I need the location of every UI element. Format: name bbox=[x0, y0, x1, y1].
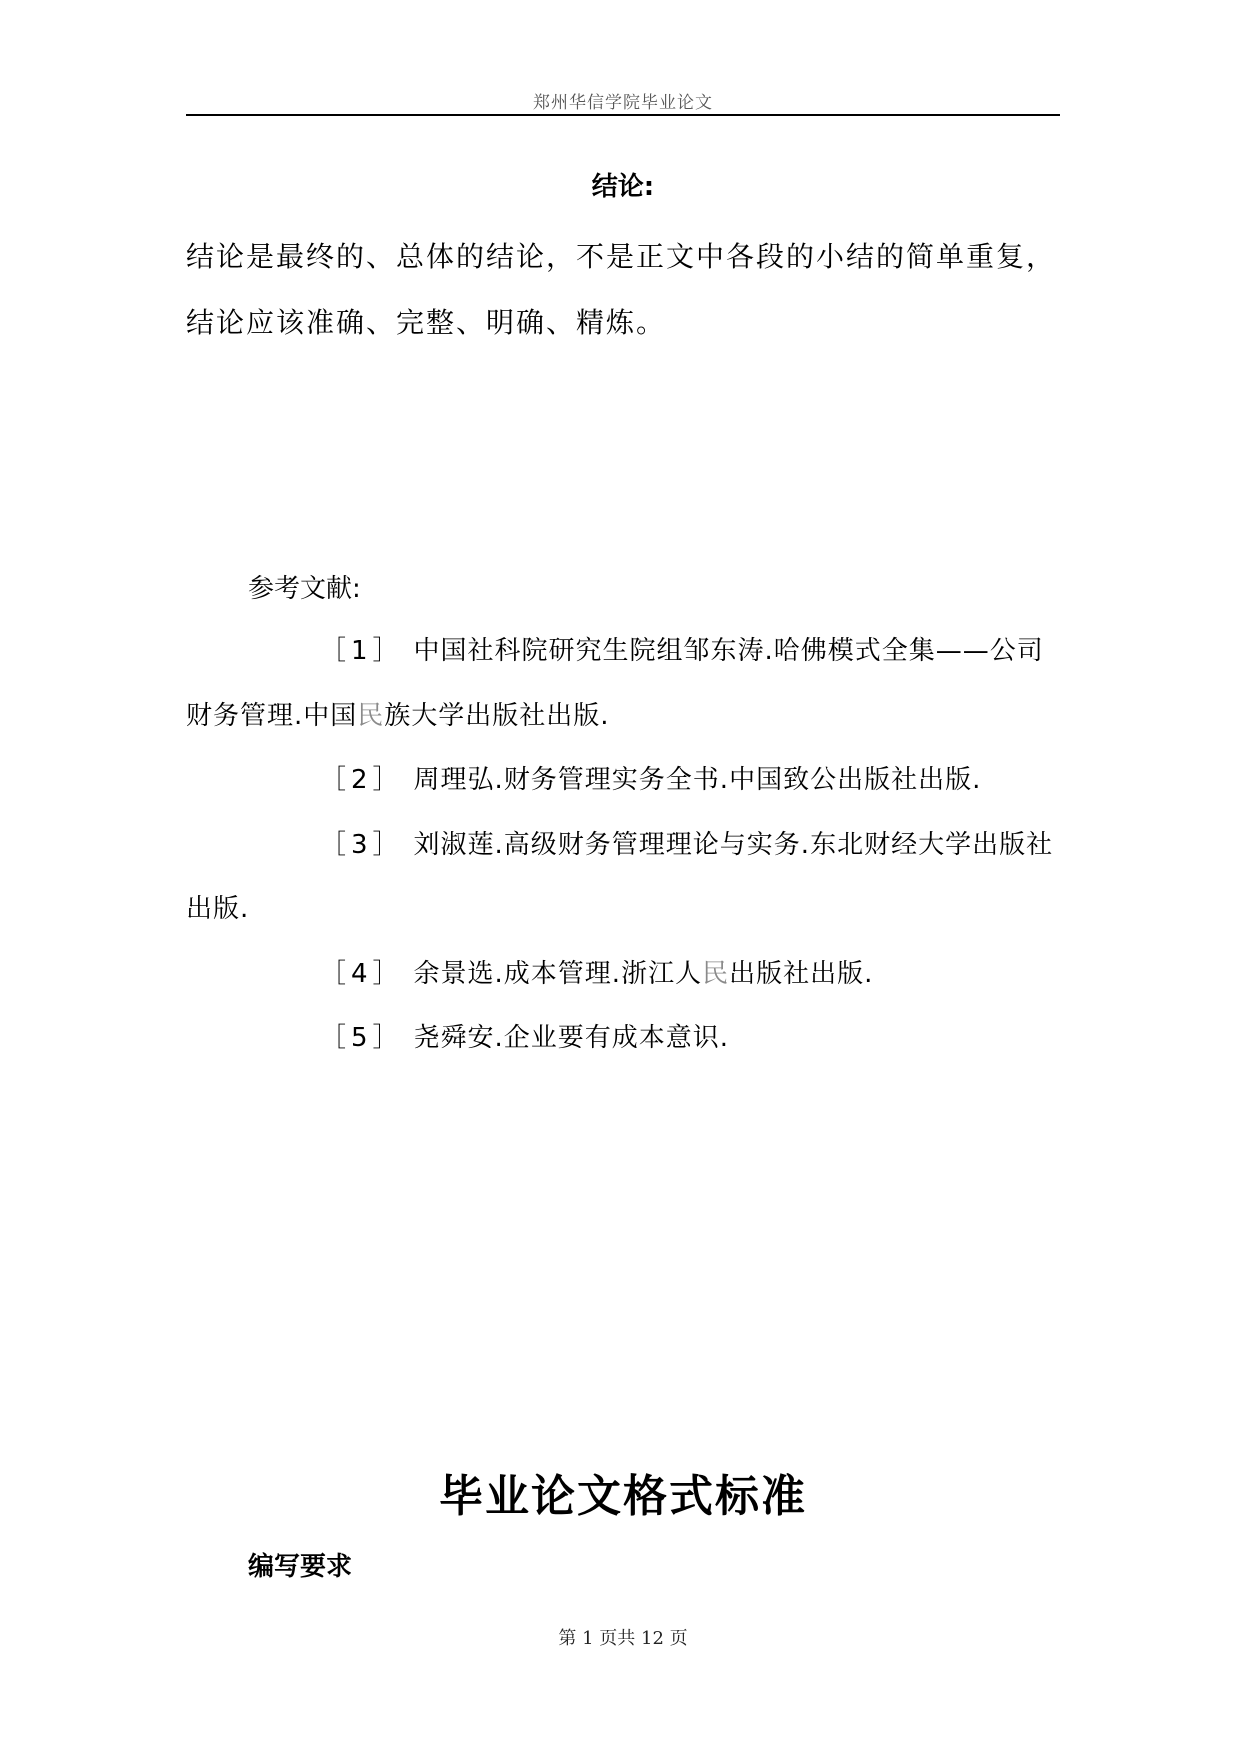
reference-item-2 bbox=[186, 748, 1066, 813]
running-header: 郑州华信学院毕业论文 bbox=[533, 93, 713, 113]
reference-number: ［4］ bbox=[320, 958, 404, 989]
references-heading: 参考文献: bbox=[248, 574, 361, 604]
writing-requirements-heading: 编写要求 bbox=[248, 1552, 353, 1582]
reference-number: ［5］ bbox=[320, 1023, 404, 1053]
reference-text-tail: 出版社出版. bbox=[729, 958, 874, 989]
reference-text: 尧舜安.企业要有成本意识. bbox=[413, 1023, 730, 1053]
reference-faded-char: 民 bbox=[702, 958, 730, 989]
reference-number: ［1］ bbox=[320, 636, 404, 666]
conclusion-title: 结论: bbox=[591, 172, 655, 202]
reference-item-1 bbox=[186, 619, 1066, 748]
conclusion-paragraph: 结论是最终的、总体的结论，不是正文中各段的小结的简单重复，结论应该准确、完整、明确、精炼。 bbox=[186, 240, 1057, 339]
reference-item-5 bbox=[186, 1006, 1066, 1071]
reference-text-tail: 族大学出版社出版. bbox=[384, 700, 610, 731]
reference-text: 余景选.成本管理.浙江人 bbox=[413, 958, 703, 989]
reference-number: ［2］ bbox=[320, 765, 404, 795]
page-number-footer: 第 1 页共 12 页 bbox=[558, 1628, 688, 1649]
reference-number: ［3］ bbox=[320, 829, 404, 860]
reference-item-3 bbox=[186, 813, 1066, 942]
reference-text: 刘淑莲.高级财务管理理论与实务.东北财经大学出版社出版. bbox=[186, 829, 1054, 924]
reference-text: 周理弘.财务管理实务全书.中国致公出版社出版. bbox=[413, 765, 982, 795]
reference-item-4 bbox=[186, 942, 1066, 1007]
references-list bbox=[186, 619, 1066, 1071]
format-standard-title: 毕业论文格式标准 bbox=[439, 1471, 807, 1522]
reference-text: 中国社科院研究生院组邹东涛.哈佛模式全集——公司财务管理.中国 bbox=[186, 636, 1044, 731]
header-divider bbox=[186, 114, 1060, 116]
reference-faded-char: 民 bbox=[357, 700, 385, 731]
